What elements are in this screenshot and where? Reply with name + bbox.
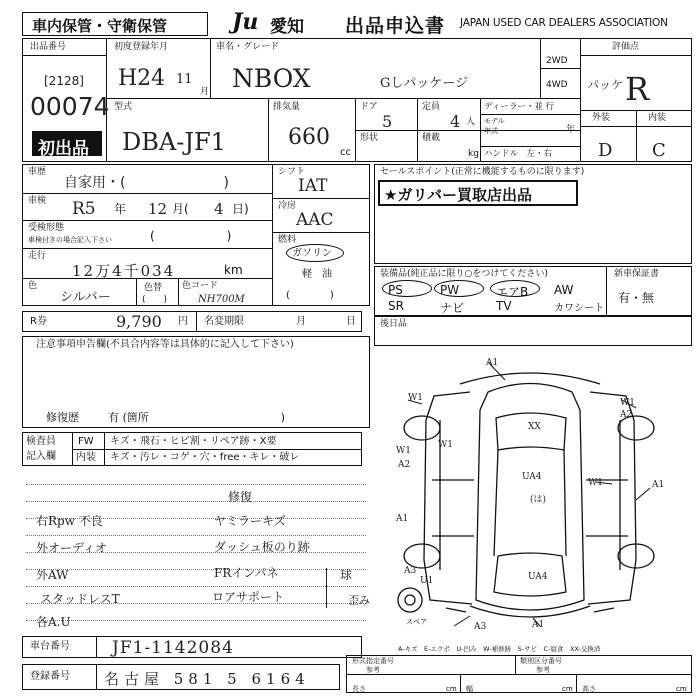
registration-label: 初度登録年月	[114, 42, 169, 52]
damage-mark: U1	[420, 576, 434, 586]
wheel-front-left	[404, 416, 440, 440]
length-unit: cm	[446, 685, 457, 693]
inspection-month: 12	[148, 200, 168, 218]
doors-value: 5	[382, 112, 393, 131]
equipment-label: 装備品(純正品に限り○をつけてください)	[380, 269, 548, 279]
notes-label: 注意事項申告欄(不具合内容等は具体的に記入して下さい)	[36, 339, 294, 350]
name-change-label: 名変期限	[204, 316, 244, 327]
checker-fw-text: キズ・飛石・ヒビ割・リペア跡・X要	[110, 436, 277, 447]
lot-number: 00074	[30, 92, 110, 121]
left-side-outline	[424, 392, 472, 604]
mileage-label: 走行	[28, 251, 47, 261]
color-change-paren: ( )	[142, 295, 168, 305]
aircon-label: 冷房	[278, 201, 297, 211]
remark-right-line: ロアサポート	[212, 590, 285, 604]
height-unit: cm	[676, 685, 687, 693]
remark-right-line: ヤミラーキズ	[214, 514, 286, 528]
dealer-year-unit: 年	[566, 125, 576, 135]
damage-mark: W1	[438, 440, 453, 450]
equip-tv: TV	[496, 299, 512, 313]
english-title: JAPAN USED CAR DEALERS ASSOCIATION	[460, 17, 668, 29]
spare-label: スペア	[406, 618, 427, 626]
remarks-side-note-2: 歪み	[348, 594, 370, 607]
inspection-day: 4	[214, 200, 224, 218]
name-change-month: 月	[296, 316, 306, 327]
association-name: 愛知	[270, 17, 304, 37]
model-name: NBOX	[232, 64, 311, 93]
owner-label: 後日品	[380, 319, 408, 329]
equip-aw: AW	[554, 283, 574, 297]
mileage-unit: km	[224, 263, 243, 277]
damage-mark: A3	[404, 566, 417, 576]
remark-right-line: FRインパネ	[214, 566, 279, 580]
drive-4wd: 4WD	[546, 80, 568, 90]
inspection-month-unit: 月(	[172, 202, 189, 216]
damage-mark: UA4	[528, 572, 548, 582]
registration-month-unit: 月	[200, 87, 210, 97]
recycle-unit: 円	[178, 316, 188, 327]
width-unit: cm	[562, 685, 573, 693]
doors-label: ドア	[360, 102, 378, 112]
damage-mark: A3	[474, 622, 487, 632]
shape-label: 形状	[360, 133, 379, 143]
receipt-label: 受検形態	[28, 223, 65, 233]
checker-label-2: 記入欄	[26, 451, 56, 462]
storage-label: 車内保管・守衛保管	[32, 17, 168, 35]
warranty-label: 新車保証書	[614, 269, 660, 279]
length-label: 長さ	[352, 685, 366, 693]
dealer-model-label: モデル	[484, 117, 505, 125]
association-logo: Ju	[232, 9, 259, 35]
selling-points-label: セールスポイント(正常に機能するものに限ります)	[380, 167, 585, 177]
recycle-value: 9,790	[116, 312, 162, 331]
damage-mark: XX	[528, 422, 541, 432]
selling-stamp: ★ガリバー買取店出品	[384, 186, 532, 204]
inspection-era: R5	[72, 199, 96, 219]
ref-label-1: 参考	[366, 666, 380, 674]
equip-airbag: エアB	[496, 285, 529, 299]
fuel-gasoline: ガソリン	[292, 248, 332, 259]
inspection-day-unit: 日)	[232, 202, 249, 216]
damage-mark: UA4	[522, 472, 542, 482]
checker-naiso: 内装	[76, 452, 96, 463]
dealer-year-label: 年式	[484, 127, 498, 135]
damage-legend: A-キズ E-エクボ U-凹み W-補修跡 S-サビ C-腐食 XX-交換済	[398, 645, 601, 653]
remarks-repair-header: 修復	[228, 490, 253, 504]
checker-fw: FW	[78, 436, 94, 447]
plate-value: 名古屋 581 5 6164	[104, 670, 310, 688]
remark-left-line: 各A.U	[36, 615, 71, 629]
history-value: 自家用・( )	[64, 175, 229, 191]
lot-small-number: [2128]	[44, 74, 84, 88]
chassis-label: 車台番号	[30, 641, 70, 652]
plate-label: 登録番号	[30, 671, 70, 682]
registration-month: 11	[176, 72, 193, 87]
equip-pw: PW	[440, 283, 460, 297]
color-value: シルバー	[60, 290, 111, 305]
inspection-label: 車検	[28, 196, 47, 206]
equip-leather-seat: カワシート	[554, 303, 604, 314]
evaluation-score: R	[625, 70, 650, 108]
damage-mark: A1	[532, 620, 545, 630]
height-label: 高さ	[582, 685, 596, 693]
wheel-rear-left	[404, 544, 440, 568]
load-unit: kg	[468, 149, 479, 159]
repair-history-label: 修復歴	[46, 411, 79, 424]
mileage-value: 12万4千034	[72, 262, 176, 280]
form-title: 出品申込書	[345, 15, 446, 37]
checker-label-1: 検査員	[26, 436, 56, 447]
inspection-year-unit: 年	[114, 202, 127, 216]
aircon-value: AAC	[296, 210, 334, 230]
spare-tire	[398, 588, 422, 612]
evaluation-label: 評価点	[612, 42, 640, 52]
damage-mark: W1	[408, 393, 423, 403]
front-bumper	[460, 373, 600, 384]
equip-navi: ナビ	[440, 301, 465, 315]
exterior-label: 外装	[592, 113, 611, 123]
load-label: 積載	[422, 133, 441, 143]
shift-value: IAT	[298, 176, 328, 196]
equip-sr: SR	[388, 299, 404, 313]
damage-mark: A1	[652, 480, 665, 490]
history-label: 車歴	[28, 167, 47, 177]
fuel-diesel: 軽 油	[302, 269, 332, 280]
remark-left-line: 外オーディオ	[36, 541, 108, 555]
displacement-unit: cc	[340, 147, 351, 158]
color-label: 色	[28, 281, 38, 291]
fuel-label: 燃料	[278, 235, 297, 245]
displacement-label: 排気量	[273, 102, 301, 112]
exterior-grade: D	[598, 140, 613, 161]
model-extra: パッケ	[587, 78, 624, 92]
damage-mark: A1	[486, 358, 499, 368]
capacity-unit: 人	[466, 117, 476, 127]
lot-label: 出品番号	[30, 42, 67, 52]
receipt-value: ( )	[150, 229, 232, 243]
capacity-label: 定員	[422, 102, 441, 112]
color-code-label: 色コード	[182, 281, 219, 291]
damage-mark: A2	[398, 460, 411, 470]
model-grade: Gしパッケージ	[380, 76, 469, 91]
remark-left-line: 右Rpw 不良	[36, 514, 103, 528]
damage-mark: W1	[620, 398, 635, 408]
repair-history-value: 有 (箇所 )	[108, 411, 286, 424]
damage-mark: A1	[396, 514, 409, 524]
checker-naiso-text: キズ・汚レ・コゲ・穴・free・キレ・破レ	[110, 452, 300, 463]
right-side-outline	[588, 392, 636, 604]
damage-mark: (は)	[530, 495, 547, 505]
shape-designation-label: 形式指定番号	[352, 657, 394, 665]
width-label: 幅	[466, 685, 473, 693]
remark-left-line: 外AW	[36, 568, 69, 582]
recycle-label: R券	[30, 316, 47, 327]
damage-mark: W1	[396, 446, 411, 456]
displacement-value: 660	[288, 125, 330, 150]
receipt-note: 車検付きの場合記入下さい	[28, 236, 112, 244]
name-change-day: 日	[346, 316, 356, 327]
dealer-row: ディーラー・並 行	[484, 102, 555, 112]
shift-label: シフト	[278, 167, 306, 177]
first-listing-label: 初出品	[38, 139, 89, 159]
damage-mark: W1	[588, 478, 603, 488]
damage-mark: A2	[620, 410, 633, 420]
capacity-value: 4	[450, 112, 461, 131]
category-label: 類別区分番号	[520, 657, 562, 665]
warranty-value: 有・無	[618, 291, 655, 305]
color-change-label: 色替	[144, 283, 163, 293]
remark-left-line: スタッドレスT	[40, 592, 120, 606]
ref-label-2: 参考	[536, 666, 550, 674]
color-code: NH700M	[198, 294, 245, 305]
drive-2wd: 2WD	[546, 56, 568, 66]
fuel-other: ( )	[286, 290, 334, 301]
interior-grade: C	[652, 140, 666, 161]
interior-label: 内装	[648, 113, 667, 123]
registration-era-year: H24	[118, 66, 166, 91]
remarks-side-note-1: 球	[340, 568, 353, 582]
handle-row: ハンドル 左・右	[484, 149, 553, 159]
type-label: 型式	[114, 102, 133, 112]
chassis-value: JF1-1142084	[112, 638, 234, 658]
remark-right-line: ダッシュ板のり跡	[214, 540, 310, 554]
rear-bumper	[470, 606, 590, 617]
type-value: DBA-JF1	[122, 128, 226, 156]
equip-ps: PS	[388, 283, 403, 297]
model-label: 車名・グレード	[216, 42, 280, 52]
